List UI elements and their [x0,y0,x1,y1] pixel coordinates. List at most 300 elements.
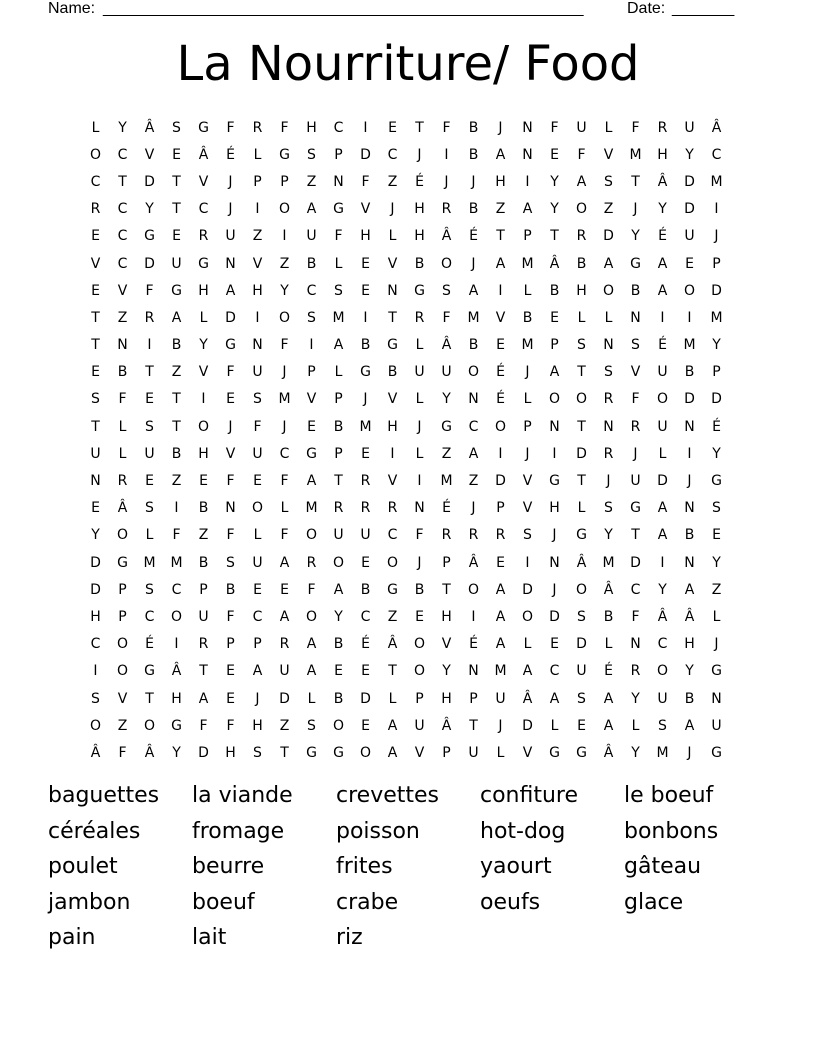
grid-letter[interactable]: U [360,527,371,544]
grid-letter[interactable]: O [197,418,210,435]
grid-letter[interactable]: N [603,337,614,354]
grid-letter[interactable]: I [363,309,368,326]
grid-letter[interactable]: V [387,255,398,272]
grid-letter[interactable]: Y [145,201,154,218]
grid-letter[interactable]: R [198,228,209,245]
grid-letter[interactable]: F [253,418,262,435]
grid-letter[interactable]: U [252,445,263,462]
grid-letter[interactable]: G [441,418,452,435]
grid-letter[interactable]: L [145,527,154,544]
grid-letter[interactable]: Y [550,201,559,218]
grid-letter[interactable]: G [171,717,182,734]
grid-letter[interactable]: O [575,391,588,408]
grid-letter[interactable]: É [604,663,613,680]
grid-letter[interactable]: L [523,282,532,299]
grid-letter[interactable]: T [415,119,424,136]
grid-letter[interactable]: E [307,418,316,435]
grid-letter[interactable]: E [145,473,154,490]
grid-letter[interactable]: L [604,309,613,326]
grid-letter[interactable]: R [441,201,452,218]
grid-letter[interactable]: Â [684,608,695,625]
grid-letter[interactable]: U [495,690,506,707]
grid-letter[interactable]: A [198,690,209,707]
grid-letter[interactable]: P [712,364,721,381]
grid-letter[interactable]: V [522,473,533,490]
grid-letter[interactable]: Z [252,228,263,245]
grid-letter[interactable]: U [468,744,479,761]
grid-letter[interactable]: G [630,255,641,272]
grid-letter[interactable]: B [360,337,371,354]
grid-letter[interactable]: V [90,255,101,272]
grid-letter[interactable]: F [442,309,451,326]
grid-letter[interactable]: O [548,391,561,408]
grid-letter[interactable]: S [253,391,262,408]
grid-letter[interactable]: B [198,500,209,517]
grid-letter[interactable]: T [172,391,181,408]
grid-letter[interactable]: P [523,418,532,435]
grid-letter[interactable]: É [145,636,154,653]
grid-letter[interactable]: Y [631,690,640,707]
grid-letter[interactable]: O [251,500,264,517]
grid-letter[interactable]: J [687,744,692,761]
grid-letter[interactable]: O [575,581,588,598]
grid-letter[interactable]: N [387,282,398,299]
grid-letter[interactable]: C [252,608,263,625]
grid-letter[interactable]: M [683,337,696,354]
grid-letter[interactable]: J [363,391,368,408]
grid-letter[interactable]: U [657,690,668,707]
grid-letter[interactable]: O [89,146,102,163]
grid-letter[interactable]: V [360,201,371,218]
grid-letter[interactable]: L [550,717,559,734]
grid-letter[interactable]: B [603,608,614,625]
grid-letter[interactable]: I [525,554,530,571]
grid-letter[interactable]: Z [603,201,614,218]
grid-letter[interactable]: H [90,608,101,625]
grid-letter[interactable]: B [468,201,479,218]
grid-letter[interactable]: J [282,418,287,435]
grid-letter[interactable]: T [145,690,154,707]
grid-letter[interactable]: V [198,364,209,381]
grid-letter[interactable]: Â [90,744,101,761]
grid-letter[interactable]: N [252,337,263,354]
grid-letter[interactable]: S [91,391,100,408]
grid-letter[interactable]: G [306,744,317,761]
grid-letter[interactable]: F [226,364,235,381]
grid-letter[interactable]: Y [712,554,721,571]
grid-letter[interactable]: Y [685,146,694,163]
grid-letter[interactable]: E [334,663,343,680]
grid-letter[interactable]: Y [442,391,451,408]
grid-letter[interactable]: A [306,636,317,653]
grid-letter[interactable]: Â [711,119,722,136]
grid-letter[interactable]: C [117,201,128,218]
grid-letter[interactable]: A [495,255,506,272]
grid-letter[interactable]: N [684,554,695,571]
grid-letter[interactable]: A [279,608,290,625]
grid-letter[interactable]: L [280,500,289,517]
grid-letter[interactable]: A [387,717,398,734]
grid-letter[interactable]: L [658,445,667,462]
grid-letter[interactable]: R [495,527,506,544]
grid-letter[interactable]: F [226,473,235,490]
grid-letter[interactable]: O [413,663,426,680]
grid-letter[interactable]: T [91,337,100,354]
grid-letter[interactable]: D [495,473,506,490]
grid-letter[interactable]: R [333,500,344,517]
grid-letter[interactable]: T [442,581,451,598]
grid-letter[interactable]: R [252,119,263,136]
grid-letter[interactable]: S [658,717,667,734]
grid-letter[interactable]: U [657,364,668,381]
grid-letter[interactable]: C [468,418,479,435]
grid-letter[interactable]: O [413,636,426,653]
grid-letter[interactable]: B [306,255,317,272]
grid-letter[interactable]: N [90,473,101,490]
grid-letter[interactable]: E [172,228,181,245]
grid-letter[interactable]: J [417,418,422,435]
grid-letter[interactable]: G [171,282,182,299]
grid-letter[interactable]: I [417,473,422,490]
grid-letter[interactable]: N [225,500,236,517]
grid-letter[interactable]: C [90,173,101,190]
grid-letter[interactable]: U [306,228,317,245]
grid-letter[interactable]: A [549,690,560,707]
grid-letter[interactable]: F [631,608,640,625]
grid-letter[interactable]: A [333,337,344,354]
grid-letter[interactable]: F [118,391,127,408]
grid-letter[interactable]: A [657,282,668,299]
grid-letter[interactable]: R [630,663,641,680]
grid-letter[interactable]: O [602,282,615,299]
grid-letter[interactable]: P [199,581,208,598]
grid-letter[interactable]: J [687,473,692,490]
grid-letter[interactable]: R [657,119,668,136]
grid-letter[interactable]: V [630,364,641,381]
grid-letter[interactable]: V [495,309,506,326]
grid-letter[interactable]: R [441,527,452,544]
grid-letter[interactable]: B [198,554,209,571]
grid-letter[interactable]: B [333,690,344,707]
grid-letter[interactable]: C [630,581,641,598]
grid-letter[interactable]: V [144,146,155,163]
grid-letter[interactable]: T [172,201,181,218]
grid-letter[interactable]: P [334,146,343,163]
grid-letter[interactable]: E [388,119,397,136]
grid-letter[interactable]: B [333,418,344,435]
grid-letter[interactable]: J [471,173,476,190]
grid-letter[interactable]: Y [334,608,343,625]
grid-letter[interactable]: H [414,201,425,218]
grid-letter[interactable]: H [684,636,695,653]
grid-letter[interactable]: S [307,717,316,734]
grid-letter[interactable]: S [604,500,613,517]
grid-letter[interactable]: R [144,309,155,326]
grid-letter[interactable]: A [684,581,695,598]
grid-letter[interactable]: S [577,337,586,354]
grid-letter[interactable]: L [388,690,397,707]
grid-letter[interactable]: O [575,201,588,218]
grid-letter[interactable]: J [228,173,233,190]
grid-letter[interactable]: J [417,554,422,571]
grid-letter[interactable]: T [172,418,181,435]
grid-letter[interactable]: A [279,554,290,571]
grid-letter[interactable]: J [714,636,719,653]
grid-letter[interactable]: É [361,636,370,653]
grid-letter[interactable]: C [387,527,398,544]
grid-letter[interactable]: V [252,255,263,272]
grid-letter[interactable]: E [361,663,370,680]
grid-letter[interactable]: V [117,690,128,707]
grid-letter[interactable]: U [414,364,425,381]
grid-letter[interactable]: O [332,554,345,571]
grid-letter[interactable]: U [684,228,695,245]
grid-letter[interactable]: J [552,581,557,598]
grid-letter[interactable]: S [604,173,613,190]
grid-letter[interactable]: Z [279,717,290,734]
grid-letter[interactable]: B [117,364,128,381]
grid-letter[interactable]: S [145,418,154,435]
grid-letter[interactable]: F [226,119,235,136]
grid-letter[interactable]: D [360,146,371,163]
grid-letter[interactable]: T [280,744,289,761]
grid-letter[interactable]: C [387,146,398,163]
grid-letter[interactable]: L [307,690,316,707]
grid-letter[interactable]: I [309,337,314,354]
grid-letter[interactable]: P [496,500,505,517]
grid-letter[interactable]: M [359,418,372,435]
grid-letter[interactable]: V [441,636,452,653]
grid-letter[interactable]: T [91,309,100,326]
grid-letter[interactable]: V [522,500,533,517]
grid-letter[interactable]: D [684,391,695,408]
grid-letter[interactable]: O [89,717,102,734]
grid-letter[interactable]: L [388,228,397,245]
grid-letter[interactable]: G [333,201,344,218]
grid-letter[interactable]: H [306,119,317,136]
grid-letter[interactable]: J [471,255,476,272]
grid-letter[interactable]: M [521,255,534,272]
grid-letter[interactable]: A [657,527,668,544]
grid-letter[interactable]: Â [144,119,155,136]
grid-letter[interactable]: E [550,309,559,326]
grid-letter[interactable]: A [468,445,479,462]
grid-letter[interactable]: C [117,228,128,245]
grid-letter[interactable]: S [253,744,262,761]
grid-letter[interactable]: S [172,119,181,136]
grid-letter[interactable]: T [118,173,127,190]
grid-letter[interactable]: V [414,744,425,761]
grid-letter[interactable]: B [522,309,533,326]
grid-letter[interactable]: B [684,364,695,381]
grid-letter[interactable]: H [198,282,209,299]
grid-letter[interactable]: I [444,146,449,163]
grid-letter[interactable]: S [145,500,154,517]
grid-letter[interactable]: F [631,119,640,136]
grid-letter[interactable]: N [711,690,722,707]
grid-letter[interactable]: R [414,309,425,326]
grid-letter[interactable]: J [498,717,503,734]
grid-letter[interactable]: C [117,146,128,163]
grid-letter[interactable]: O [656,391,669,408]
grid-letter[interactable]: N [684,500,695,517]
grid-letter[interactable]: Â [468,554,479,571]
grid-letter[interactable]: I [255,201,260,218]
grid-letter[interactable]: B [684,690,695,707]
grid-letter[interactable]: Y [712,337,721,354]
grid-letter[interactable]: C [360,608,371,625]
grid-letter[interactable]: F [118,744,127,761]
grid-letter[interactable]: F [280,337,289,354]
grid-letter[interactable]: P [253,636,262,653]
grid-letter[interactable]: G [549,473,560,490]
grid-letter[interactable]: N [522,119,533,136]
grid-letter[interactable]: D [279,690,290,707]
grid-letter[interactable]: S [712,500,721,517]
grid-letter[interactable]: H [252,717,263,734]
grid-letter[interactable]: Z [171,473,182,490]
grid-letter[interactable]: F [199,717,208,734]
grid-letter[interactable]: L [523,391,532,408]
grid-letter[interactable]: L [604,119,613,136]
grid-letter[interactable]: J [255,690,260,707]
grid-letter[interactable]: E [199,473,208,490]
grid-letter[interactable]: I [174,636,179,653]
grid-letter[interactable]: O [359,744,372,761]
grid-letter[interactable]: O [116,527,129,544]
grid-letter[interactable]: Y [631,744,640,761]
grid-letter[interactable]: N [333,173,344,190]
grid-letter[interactable]: F [280,473,289,490]
grid-letter[interactable]: D [198,744,209,761]
grid-letter[interactable]: Z [468,473,479,490]
grid-letter[interactable]: B [225,581,236,598]
grid-letter[interactable]: P [442,554,451,571]
grid-letter[interactable]: P [415,690,424,707]
grid-letter[interactable]: Â [603,581,614,598]
grid-letter[interactable]: F [172,527,181,544]
grid-letter[interactable]: D [711,282,722,299]
grid-letter[interactable]: V [198,173,209,190]
grid-letter[interactable]: J [714,228,719,245]
grid-letter[interactable]: T [388,663,397,680]
grid-letter[interactable]: Â [441,717,452,734]
grid-letter[interactable]: E [415,608,424,625]
grid-letter[interactable]: T [577,473,586,490]
grid-letter[interactable]: E [496,337,505,354]
grid-letter[interactable]: A [171,309,182,326]
grid-letter[interactable]: J [525,445,530,462]
grid-letter[interactable]: I [660,309,665,326]
grid-letter[interactable]: G [117,554,128,571]
grid-letter[interactable]: L [118,445,127,462]
grid-letter[interactable]: A [306,201,317,218]
grid-letter[interactable]: M [710,173,723,190]
grid-letter[interactable]: N [225,255,236,272]
grid-letter[interactable]: P [118,608,127,625]
grid-letter[interactable]: B [468,337,479,354]
grid-letter[interactable]: Z [387,608,398,625]
grid-letter[interactable]: L [415,391,424,408]
grid-letter[interactable]: E [253,581,262,598]
grid-letter[interactable]: H [171,690,182,707]
grid-letter[interactable]: N [549,554,560,571]
grid-letter[interactable]: C [144,608,155,625]
grid-letter[interactable]: R [360,473,371,490]
grid-letter[interactable]: P [334,445,343,462]
grid-letter[interactable]: Z [711,581,722,598]
grid-letter[interactable]: J [525,364,530,381]
grid-letter[interactable]: F [361,173,370,190]
grid-letter[interactable]: G [414,282,425,299]
grid-letter[interactable]: E [550,636,559,653]
grid-letter[interactable]: Z [117,309,128,326]
grid-letter[interactable]: F [226,527,235,544]
grid-letter[interactable]: É [469,228,478,245]
grid-letter[interactable]: R [576,228,587,245]
grid-letter[interactable]: C [549,663,560,680]
grid-letter[interactable]: Z [387,173,398,190]
grid-letter[interactable]: D [144,255,155,272]
grid-letter[interactable]: Z [495,201,506,218]
grid-letter[interactable]: C [306,282,317,299]
grid-letter[interactable]: N [603,418,614,435]
grid-letter[interactable]: A [495,636,506,653]
grid-letter[interactable]: E [361,717,370,734]
grid-letter[interactable]: É [442,500,451,517]
grid-letter[interactable]: T [145,364,154,381]
grid-letter[interactable]: E [361,282,370,299]
grid-letter[interactable]: U [711,717,722,734]
grid-letter[interactable]: D [711,391,722,408]
grid-letter[interactable]: L [523,636,532,653]
grid-letter[interactable]: J [498,119,503,136]
grid-letter[interactable]: É [496,391,505,408]
grid-letter[interactable]: I [147,337,152,354]
grid-letter[interactable]: H [252,282,263,299]
grid-letter[interactable]: A [387,744,398,761]
grid-letter[interactable]: F [226,717,235,734]
grid-letter[interactable]: F [280,527,289,544]
grid-letter[interactable]: A [684,717,695,734]
grid-letter[interactable]: J [633,201,638,218]
grid-letter[interactable]: Â [657,173,668,190]
grid-letter[interactable]: A [306,663,317,680]
grid-letter[interactable]: S [91,690,100,707]
grid-letter[interactable]: H [414,228,425,245]
grid-letter[interactable]: H [387,418,398,435]
grid-letter[interactable]: A [306,473,317,490]
grid-letter[interactable]: F [280,119,289,136]
grid-letter[interactable]: L [253,146,262,163]
grid-letter[interactable]: L [334,364,343,381]
grid-letter[interactable]: D [144,173,155,190]
grid-letter[interactable]: Y [118,119,127,136]
grid-letter[interactable]: E [550,146,559,163]
grid-letter[interactable]: Y [91,527,100,544]
grid-letter[interactable]: G [711,663,722,680]
grid-letter[interactable]: É [658,228,667,245]
grid-letter[interactable]: A [522,663,533,680]
grid-letter[interactable]: I [93,663,98,680]
grid-letter[interactable]: L [415,337,424,354]
grid-letter[interactable]: I [255,309,260,326]
grid-letter[interactable]: T [550,228,559,245]
grid-letter[interactable]: O [683,282,696,299]
grid-letter[interactable]: U [171,255,182,272]
name-field[interactable]: ______________________________________________________ [103,0,584,17]
grid-letter[interactable]: M [278,391,291,408]
